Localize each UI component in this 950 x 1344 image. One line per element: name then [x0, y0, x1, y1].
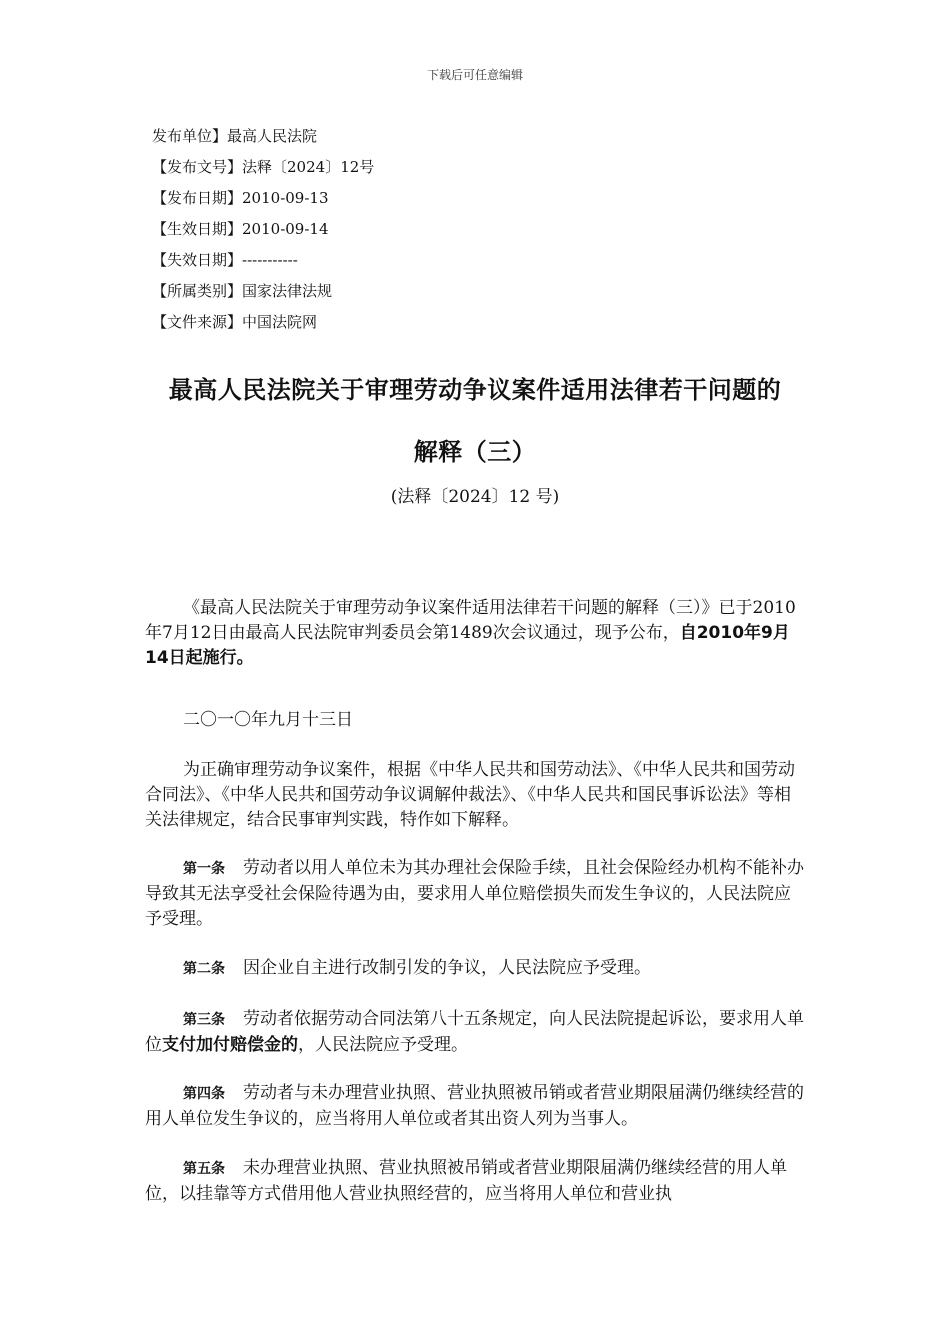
announcement-effective-date: 自2010年9月14日起施行。	[145, 623, 790, 668]
meta-value: 中国法院网	[242, 313, 318, 331]
article-4	[145, 1081, 807, 1132]
document-title-line-1: 最高人民法院关于审理劳动争议案件适用法律若干问题的	[168, 376, 782, 404]
date-line	[145, 708, 807, 733]
meta-row-source	[152, 310, 374, 341]
meta-value: -----------	[242, 251, 298, 269]
meta-value: 2010-09-13	[242, 189, 329, 207]
article-label: 第四条	[183, 1086, 225, 1102]
meta-label: 【发布文号】	[152, 158, 243, 176]
meta-label: 【失效日期】	[152, 251, 243, 269]
meta-row-issue-date	[152, 186, 374, 217]
article-text: 劳动者与未办理营业执照、营业执照被吊销或者营业期限届满仍继续经营的用人单位发生争议的，应当将用人单位或者其出资人列为当事人。	[145, 1083, 804, 1129]
meta-row-effective-date	[152, 217, 374, 248]
meta-label: 【文件来源】	[152, 313, 243, 331]
meta-label: 发布单位】	[152, 127, 228, 145]
announcement-text: 《最高人民法院关于审理劳动争议案件适用法律若干问题的解释（三）》已于2010年7月12日由最高人民法院审判委员会第1489次会议通过，现予公布，	[145, 598, 796, 643]
article-text-after: ，人民法院应予受理。	[298, 1035, 468, 1055]
article-2	[145, 956, 807, 982]
date-text: 二〇一〇年九月十三日	[183, 710, 353, 730]
meta-label: 【发布日期】	[152, 189, 243, 207]
article-text: 未办理营业执照、营业执照被吊销或者营业期限届满仍继续经营的用人单位，以挂靠等方式借用他人营业执照经营的，应当将用人单位和营业执	[145, 1158, 787, 1204]
meta-label: 【生效日期】	[152, 220, 243, 238]
article-1	[145, 856, 807, 932]
metadata-block	[152, 124, 374, 341]
article-text-bold: 支付加付赔偿金的	[162, 1035, 298, 1055]
article-3	[145, 1007, 807, 1058]
meta-label: 【所属类别】	[152, 282, 243, 300]
article-label: 第五条	[183, 1161, 225, 1177]
document-title-line-2: 解释（三）	[413, 438, 537, 466]
meta-row-issuer	[152, 124, 374, 155]
article-label: 第二条	[183, 961, 225, 977]
article-label: 第一条	[183, 861, 225, 877]
meta-row-expiry-date	[152, 248, 374, 279]
article-5	[145, 1156, 807, 1212]
article-text-before: 劳动者依据劳动合同法第八十五条规定，向人民法院提起诉讼，要求用人单位	[145, 1009, 804, 1055]
announcement-paragraph	[145, 596, 807, 671]
document-number: (法释〔2024〕12 号)	[390, 487, 560, 507]
article-text: 劳动者以用人单位未为其办理社会保险手续，且社会保险经办机构不能补办导致其无法享受社会保险待遇为由，要求用人单位赔偿损失而发生争议的，人民法院应予受理。	[145, 858, 804, 929]
preamble-paragraph	[145, 758, 807, 833]
preamble-text: 为正确审理劳动争议案件，根据《中华人民共和国劳动法》、《中华人民共和国劳动合同法》、《中华人民共和国劳动争议调解仲裁法》、《中华人民共和国民事诉讼法》等相关法律规定，结合民事审判实践，特作如下解释。	[145, 760, 795, 830]
article-text: 因企业自主进行改制引发的争议，人民法院应予受理。	[243, 958, 651, 978]
meta-row-doc-number	[152, 155, 374, 186]
meta-value: 法释〔2024〕12号	[242, 158, 375, 176]
meta-value: 最高人民法院	[227, 127, 318, 145]
article-label: 第三条	[183, 1012, 225, 1028]
meta-row-category	[152, 279, 374, 310]
meta-value: 2010-09-14	[242, 220, 329, 238]
meta-value: 国家法律法规	[242, 282, 333, 300]
header-note: 下载后可任意编辑	[426, 68, 523, 82]
